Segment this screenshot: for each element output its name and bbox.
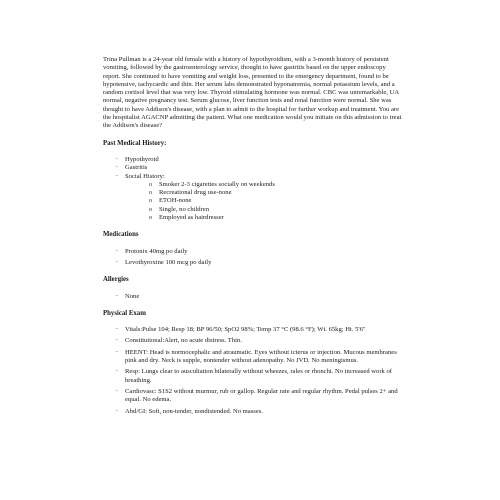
medications-heading: Medications (103, 231, 139, 239)
list-item: o Smoker 2-3 cigarettes socially on weekends (125, 181, 403, 189)
allergies-heading: Allergies (103, 276, 129, 284)
case-intro-paragraph: Trina Pullman is a 24-year old female with a history of hypothyroidism, with a 3-month history of persistent vomiting, followed by the gastroenterology service, thought to have gastritis based on the upper endoscopy report. She continued to have vomiting and weight loss, presented to the emergency department, found to be hypotensive, tachycardic and thin. Her serum labs demonstrated hyponatremia, normal potassium levels, and a random cortisol level that was very low. Thyroid stimulating hormone was normal. CBC was unremarkable, UA normal, negative pregnancy test. Serum glucose, liver function tests and renal function were normal. She was thought to have Addison's disease, with a plan to admit to the hospital for further workup and treatment. You are the hospitalist AGACNP admitting the patient. What one medication would you initiate on this admission to treat the Addison's disease? (103, 56, 402, 130)
list-item: - Vitals:Pulse 104; Resp 18; BP 96/50; SpO2 98%; Temp 37 °C (98.6 °F); Wt. 65kg; Ht. 5'6" (103, 326, 403, 334)
list-item: - Hypothyroid (103, 156, 403, 164)
list-item: - Cardiovasc: S1S2 without murmur, rub or gallop. Regular rate and regular rhythm. Pedal pulses 2+ and equal. No edema. (103, 388, 403, 405)
list-item: - HEENT: Head is normocephalic and atraumatic. Eyes without icterus or injection. Mucous membranes pink and dry. Neck is supple, nontender without adenopathy. No JVD. No meningismus. (103, 349, 403, 366)
list-item: o Employed as hairdresser (125, 214, 403, 222)
list-item-social-history (103, 173, 403, 223)
physical-exam-heading: Physical Exam (103, 309, 146, 317)
list-item: o Single, no children (125, 206, 403, 214)
past-medical-history-heading: Past Medical History: (103, 139, 167, 147)
list-item: - Constitutional:Alert, no acute distress. Thin. (103, 337, 403, 345)
list-item: - Gastritis (103, 164, 403, 172)
social-history-label: Social History: (125, 172, 165, 180)
medications-list (103, 248, 403, 268)
list-item: - None (103, 293, 403, 301)
list-item: o Recreational drug use-none (125, 189, 403, 197)
list-item: - Abd/GI: Soft, non-tender, nondistended. No masses. (103, 408, 403, 416)
social-history-list (125, 181, 403, 222)
past-medical-history-list (103, 156, 403, 222)
physical-exam-list (103, 326, 403, 416)
list-item: - Protonix 40mg po daily (103, 248, 403, 256)
list-item: - Resp: Lungs clear to auscultation bilaterally without wheezes, rales or rhonchi. No increased work of breathing. (103, 368, 403, 385)
list-item: o ETOH-none (125, 197, 403, 205)
document-page (103, 56, 403, 416)
list-item: - Levothyroxine 100 mcg po daily (103, 259, 403, 267)
allergies-list (103, 293, 403, 301)
